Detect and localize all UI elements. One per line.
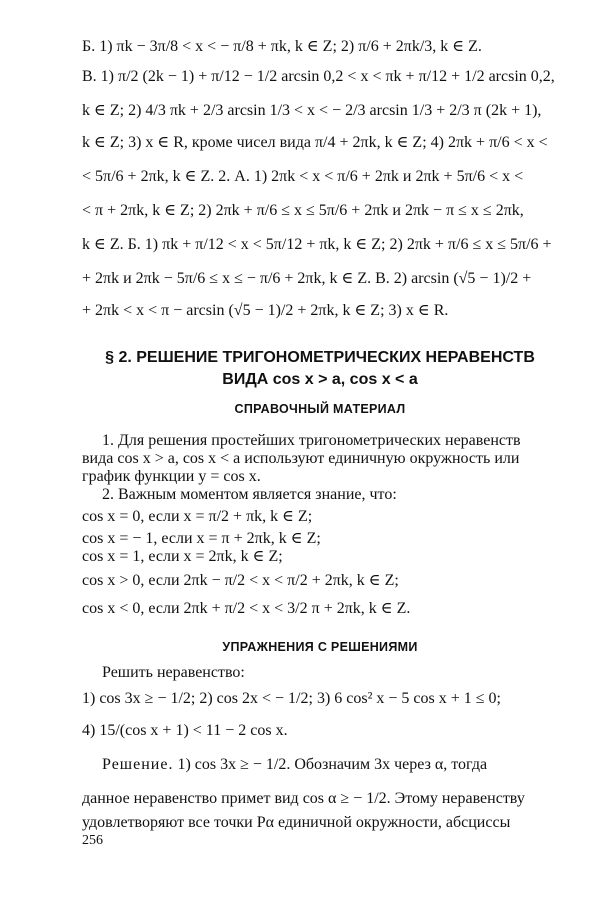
task-line: 1) cos 3x ≥ − 1/2; 2) cos 2x < − 1/2; 3) 6 cos² x − 5 cos x + 1 ≤ 0; (82, 690, 501, 707)
solution-text: 1) cos 3x ≥ − 1/2. Обозначим 3x через α, тогда (177, 756, 488, 773)
task-line: 4) 15/(cos x + 1) < 11 − 2 cos x. (82, 722, 288, 739)
exercises-heading: УПРАЖНЕНИЯ С РЕШЕНИЯМИ (222, 640, 418, 654)
formula: cos x = 0, если x = π/2 + πk, k ∈ Z; (82, 508, 313, 525)
answer-line: < 5π/6 + 2πk, k ∈ Z. 2. А. 1) 2πk < x < π/6 + 2πk и 2πk + 5π/6 < x < (82, 168, 524, 185)
task-intro: Решить неравенство: (102, 664, 245, 681)
section-title-line-2: ВИДА cos x > a, cos x < a (222, 371, 418, 388)
answer-line: < π + 2πk, k ∈ Z; 2) 2πk + π/6 ≤ x ≤ 5π/6 + 2πk и 2πk − π ≤ x ≤ 2πk, (82, 202, 524, 219)
answer-line: Б. 1) πk − 3π/8 < x < − π/8 + πk, k ∈ Z; 2) π/6 + 2πk/3, k ∈ Z. (82, 38, 482, 55)
paragraph-line: 1. Для решения простейших тригонометрических неравенств (102, 432, 521, 449)
paragraph-line: вида cos x > a, cos x < a используют единичную окружность или (82, 450, 520, 467)
answer-line: + 2πk < x < π − arcsin (√5 − 1)/2 + 2πk, k ∈ Z; 3) x ∈ R. (82, 302, 449, 319)
paragraph-line: график функции y = cos x. (82, 468, 261, 485)
formula: cos x = 1, если x = 2πk, k ∈ Z; (82, 548, 283, 565)
formula: cos x > 0, если 2πk − π/2 < x < π/2 + 2πk, k ∈ Z; (82, 572, 399, 589)
answer-line: k ∈ Z; 2) 4/3 πk + 2/3 arcsin 1/3 < x < − 2/3 arcsin 1/3 + 2/3 π (2k + 1), (82, 102, 542, 119)
formula: cos x < 0, если 2πk + π/2 < x < 3/2 π + 2πk, k ∈ Z. (82, 600, 411, 617)
solution-first-line (82, 756, 578, 774)
solution-line: удовлетворяют все точки Pα единичной окружности, абсциссы (82, 814, 511, 831)
reference-heading: СПРАВОЧНЫЙ МАТЕРИАЛ (234, 402, 406, 416)
answer-line: В. 1) π/2 (2k − 1) + π/12 − 1/2 arcsin 0,2 < x < πk + π/12 + 1/2 arcsin 0,2, (82, 68, 555, 85)
answer-line: + 2πk и 2πk − 5π/6 ≤ x ≤ − π/6 + 2πk, k ∈ Z. В. 2) arcsin (√5 − 1)/2 + (82, 270, 532, 287)
solution-line: данное неравенство примет вид cos α ≥ − 1/2. Этому неравенству (82, 790, 525, 807)
answer-line: k ∈ Z. Б. 1) πk + π/12 < x < 5π/12 + πk, k ∈ Z; 2) 2πk + π/6 ≤ x ≤ 5π/6 + (82, 236, 552, 253)
answer-line: k ∈ Z; 3) x ∈ R, кроме чисел вида π/4 + 2πk, k ∈ Z; 4) 2πk + π/6 < x < (82, 134, 548, 151)
formula: cos x = − 1, если x = π + 2πk, k ∈ Z; (82, 530, 321, 547)
section-title: § 2. РЕШЕНИЕ ТРИГОНОМЕТРИЧЕСКИХ НЕРАВЕНСТВ (105, 349, 535, 366)
solution-label: Решение. (102, 756, 174, 773)
page-number: 256 (82, 833, 103, 848)
paragraph-line: 2. Важным моментом является знание, что: (102, 486, 397, 503)
